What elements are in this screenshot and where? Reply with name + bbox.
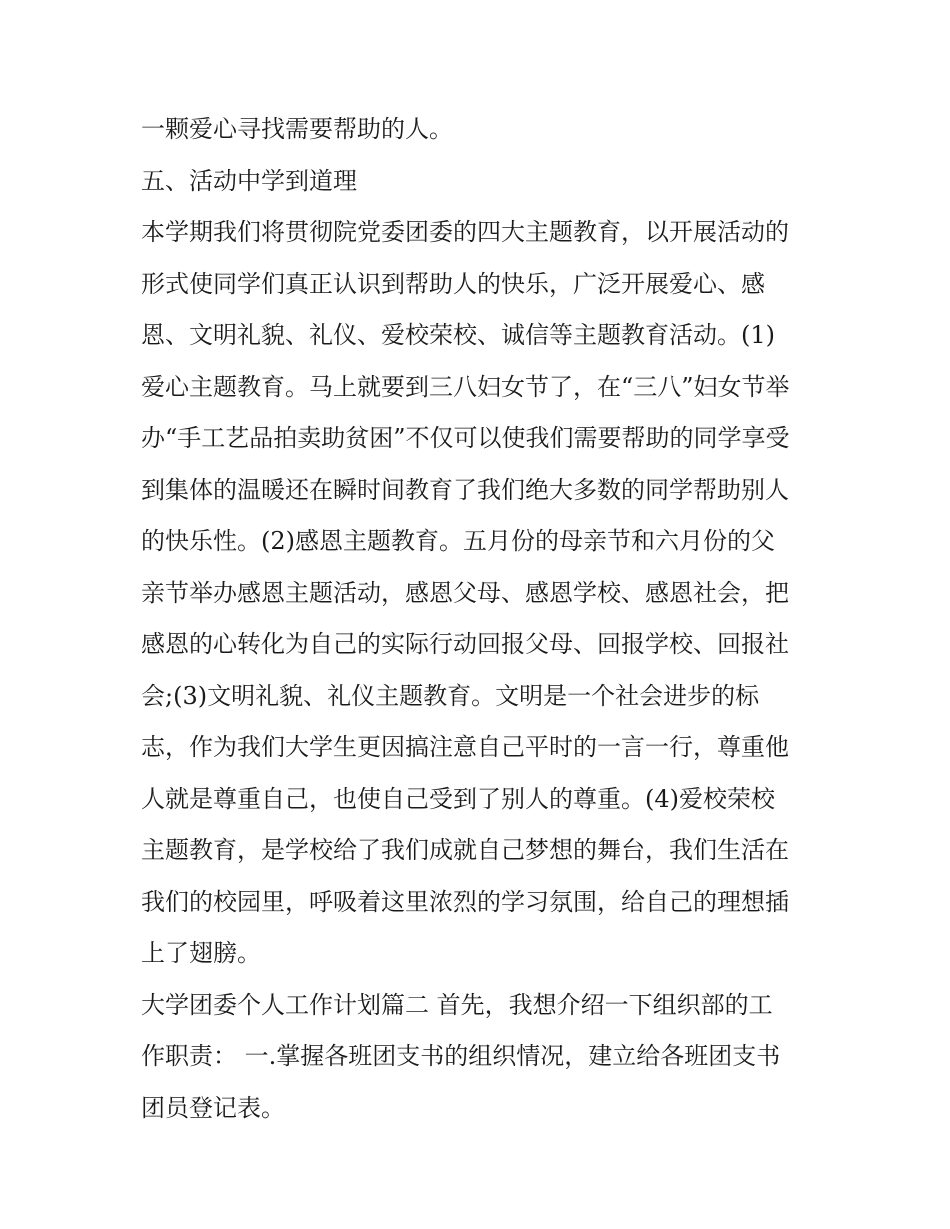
text-line-13: 志，作为我们大学生更因搞注意自己平时的一言一行，尊重他 [141,733,789,761]
text-line-18: 大学团委个人工作计划篇二 首先，我想介绍一下组织部的工 [141,990,773,1019]
text-line-7: 办“手工艺品拍卖助贫困”不仅可以使我们需要帮助的同学享受 [141,424,790,452]
text-line-4: 形式使同学们真正认识到帮助人的快乐，广泛开展爱心、感 [141,269,765,298]
text-line-6: 爱心主题教育。马上就要到三八妇女节了，在“三八”妇女节举 [141,372,790,401]
text-line-14: 人就是尊重自己，也使自己受到了别人的尊重。(4)爱校荣校 [141,784,775,813]
text-line-1: 一颗爱心寻找需要帮助的人。 [141,115,453,143]
text-line-20: 团员登记表。 [141,1093,285,1122]
text-line-12: 会;(3)文明礼貌、礼仪主题教育。文明是一个社会进步的标 [141,681,760,710]
text-line-17: 上了翅膀。 [141,939,261,967]
text-line-16: 我们的校园里，呼吸着这里浓烈的学习氛围，给自己的理想插 [141,887,789,916]
text-line-3: 本学期我们将贯彻院党委团委的四大主题教育，以开展活动的 [141,218,789,246]
section-heading: 五、活动中学到道理 [141,166,357,195]
text-line-9: 的快乐性。(2)感恩主题教育。五月份的母亲节和六月份的父 [141,527,775,555]
body-text [141,104,821,1134]
text-line-8: 到集体的温暖还在瞬时间教育了我们绝大多数的同学帮助别人 [141,475,789,504]
text-line-11: 感恩的心转化为自己的实际行动回报父母、回报学校、回报社 [141,630,789,658]
text-line-19: 作职责： 一.掌握各班团支书的组织情况，建立给各班团支书 [141,1042,781,1070]
text-line-10: 亲节举办感恩主题活动，感恩父母、感恩学校、感恩社会，把 [141,578,789,607]
text-line-15: 主题教育，是学校给了我们成就自己梦想的舞台，我们生活在 [141,836,789,864]
text-line-5: 恩、文明礼貌、礼仪、爱校荣校、诚信等主题教育活动。(1) [141,321,775,349]
